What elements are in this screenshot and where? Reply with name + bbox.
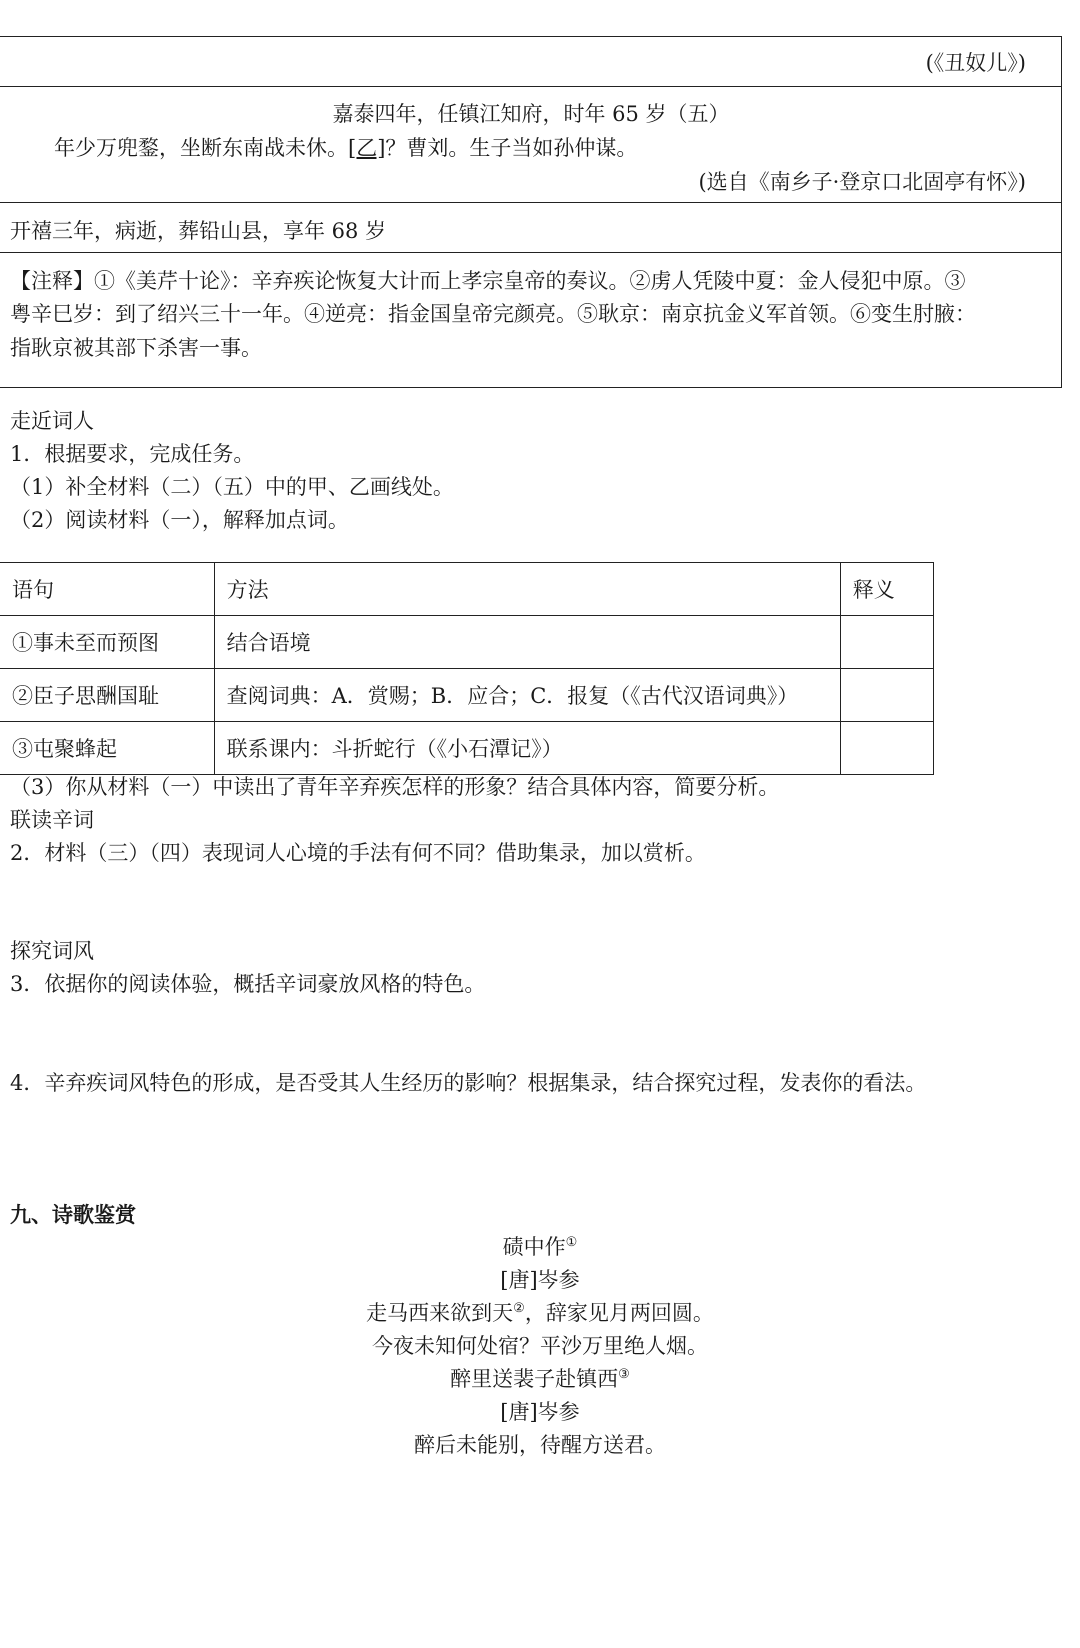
table-header-row (0, 563, 934, 616)
row-method: 联系课内：斗折蛇行（《小石潭记》） (214, 722, 840, 775)
divider (0, 252, 1062, 253)
row-sentence: ③屯聚蜂起 (0, 722, 214, 775)
divider (0, 86, 1062, 87)
poem1-line2: 今夜未知何处宿？平沙万里绝人烟。 (372, 1334, 708, 1358)
question-4: 4．辛弃疾词风特色的形成，是否受其人生经历的影响？根据集录，结合探究过程，发表你的看法。 (10, 1071, 927, 1095)
poem2-title (0, 1363, 1080, 1393)
poem1-line1 (0, 1297, 1080, 1327)
table-row (0, 669, 934, 722)
poem2-author: [唐]岑参 (500, 1400, 580, 1424)
header-sentence: 语句 (0, 563, 214, 616)
row-answer-cell[interactable] (840, 722, 933, 775)
footnote-marker: ② (513, 1301, 525, 1316)
blank-yi: [乙] (348, 136, 386, 160)
header-meaning: 释义 (840, 563, 933, 616)
poem2-line1: 醉后未能别，待醒方送君。 (414, 1433, 666, 1457)
material-5-text (54, 132, 637, 162)
final-year-text: 开禧三年，病逝，葬铅山县，享年 68 岁 (10, 219, 387, 243)
question-2: 2．材料（三）（四）表现词人心境的手法有何不同？借助集录，加以赏析。 (10, 841, 706, 865)
notes-line-3: 指耿京被其部下杀害一事。 (10, 336, 262, 360)
question-1: 1．根据要求，完成任务。 (10, 442, 255, 466)
section-heading-style: 探究词风 (10, 939, 94, 963)
notes-line-2: 粤辛巳岁：到了绍兴三十一年。④逆亮：指金国皇帝完颜亮。⑤耿京：南京抗金义军首领。⑥变生肘腋： (10, 302, 976, 326)
row-method: 查阅词典：A．赏赐；B．应合；C．报复（《古代汉语词典》） (214, 669, 840, 722)
question-1-1: （1）补全材料（二）（五）中的甲、乙画线处。 (10, 475, 454, 499)
table-row (0, 616, 934, 669)
material-5-text-b: ？曹刘。生子当如孙仲谋。 (385, 136, 638, 160)
question-1-2: （2）阅读材料（一），解释加点词。 (10, 508, 349, 532)
footnote-marker: ① (565, 1235, 578, 1250)
row-answer-cell[interactable] (840, 669, 933, 722)
table-row (0, 722, 934, 775)
poem1-title (0, 1231, 1080, 1261)
poem1-line1-b: ，辞家见月两回圆。 (524, 1301, 714, 1325)
material-5-source: (选自《南乡子·登京口北固亭有怀》) (698, 170, 1026, 194)
question-3: 3．依据你的阅读体验，概括辛词豪放风格的特色。 (10, 972, 486, 996)
divider (0, 202, 1062, 203)
material-5-text-a: 年少万兜鍪，坐断东南战未休。 (54, 136, 348, 160)
poem1-line1-a: 走马西来欲到天 (366, 1301, 514, 1325)
section-heading-read: 联读辛词 (10, 808, 94, 832)
poem1-author: [唐]岑参 (500, 1268, 580, 1292)
section-heading-poet: 走近词人 (10, 409, 94, 433)
poem2-title-text: 醉里送裴子赴镇西 (450, 1367, 619, 1391)
poetry-heading: 九、诗歌鉴赏 (10, 1203, 136, 1227)
poem1-title-text: 碛中作 (502, 1235, 566, 1259)
material-5-header: 嘉泰四年，任镇江知府，时年 65 岁（五） (332, 102, 730, 126)
source-choulier: (《丑奴儿》) (925, 51, 1026, 75)
row-sentence: ②臣子思酬国耻 (0, 669, 214, 722)
footnote-marker: ③ (618, 1367, 630, 1382)
row-answer-cell[interactable] (840, 616, 933, 669)
header-method: 方法 (214, 563, 840, 616)
question-1-3: （3）你从材料（一）中读出了青年辛弃疾怎样的形象？结合具体内容，简要分析。 (10, 775, 780, 799)
notes-line-1: 【注释】①《美芹十论》：辛弃疾论恢复大计而上孝宗皇帝的奏议。②虏人凭陵中夏：金人侵犯中原。③ (10, 269, 966, 293)
row-method: 结合语境 (214, 616, 840, 669)
vocab-table (0, 562, 934, 775)
row-sentence: ①事未至而预图 (0, 616, 214, 669)
